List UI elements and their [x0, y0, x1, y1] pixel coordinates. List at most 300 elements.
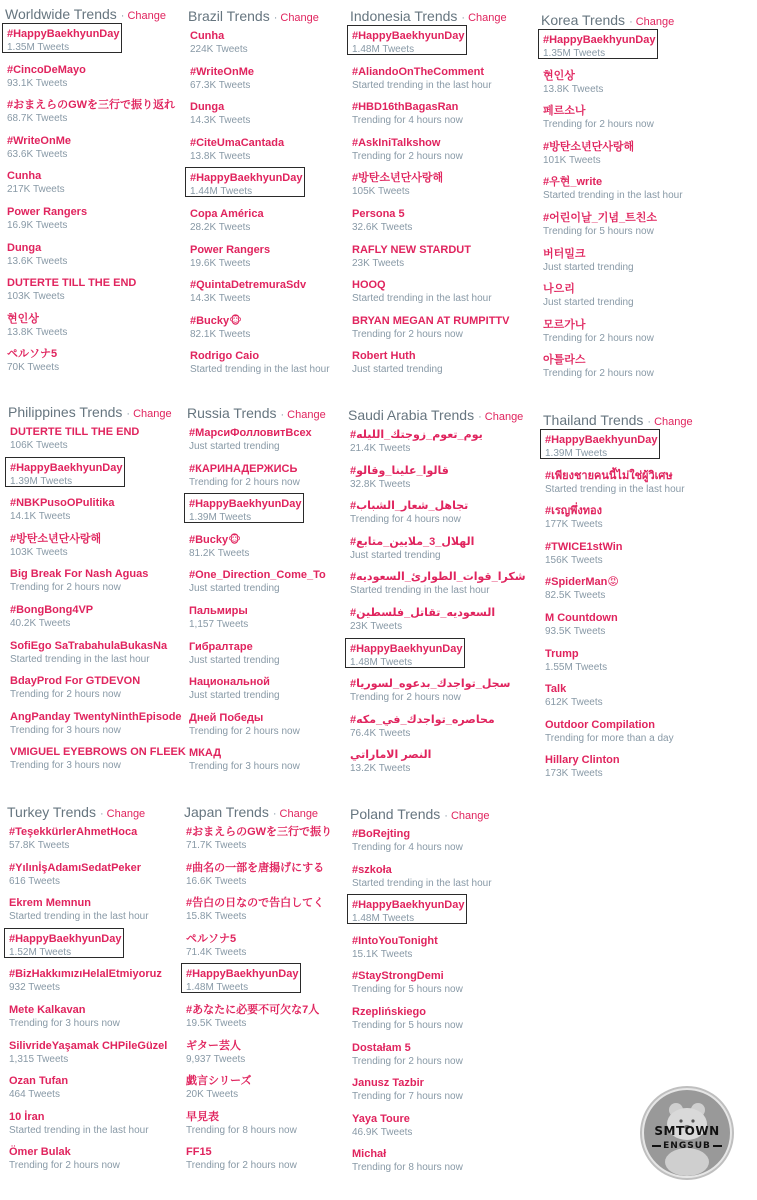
change-location-link[interactable]: Change	[635, 16, 675, 28]
trend-meta: 20K Tweets	[186, 1089, 239, 1101]
trend-name-link[interactable]: VMIGUEL EYEBROWS ON FLEEK	[10, 746, 186, 759]
trend-list	[8, 426, 186, 782]
trend-item[interactable]	[350, 30, 509, 66]
trend-meta: 82.5K Tweets	[545, 590, 606, 602]
trend-meta: 63.6K Tweets	[7, 148, 68, 160]
watermark-title: SMTOWN	[654, 1124, 720, 1138]
trend-name-link[interactable]: #CincoDeMayo	[7, 63, 86, 76]
trend-item[interactable]	[188, 30, 330, 66]
trend-name-link[interactable]: #تجاهل_شعار_الشباب	[350, 500, 469, 513]
trend-name-link[interactable]: #あなたに必要不可欠な7人	[186, 1003, 320, 1016]
header-separator: ·	[126, 408, 131, 420]
trend-list	[543, 434, 693, 790]
trend-name-link[interactable]: #szkoła	[352, 863, 392, 876]
trend-name-link[interactable]: FF15	[186, 1146, 212, 1159]
trend-meta: 32.6K Tweets	[352, 221, 413, 233]
trend-item[interactable]	[541, 70, 683, 106]
trend-meta: 16.6K Tweets	[186, 875, 247, 887]
trend-name-link[interactable]: Пальмиры	[189, 604, 248, 617]
trend-name-link[interactable]: DUTERTE TILL THE END	[10, 426, 140, 438]
trend-name-link[interactable]: BdayProd For GTDEVON	[10, 675, 141, 688]
trend-name-link[interactable]: #HappyBaekhyunDay	[543, 34, 656, 46]
trend-meta: 15.1K Tweets	[352, 948, 413, 960]
trend-name-link[interactable]: Power Rangers	[190, 243, 271, 256]
trend-item[interactable]	[7, 1111, 167, 1147]
trend-name-link[interactable]: النصر الاماراتي	[350, 749, 432, 762]
change-location-link[interactable]: Change	[654, 416, 693, 428]
trend-item[interactable]	[541, 354, 683, 390]
change-location-link[interactable]: Change	[468, 12, 507, 24]
trend-name-link[interactable]: Yaya Toure	[352, 1112, 410, 1125]
trend-meta: Started trending in the last hour	[9, 911, 149, 923]
trend-list	[350, 30, 509, 386]
trend-item[interactable]	[8, 711, 186, 747]
trend-item[interactable]	[187, 712, 326, 748]
trend-name-link[interactable]: HOOQ	[352, 279, 386, 292]
trend-item[interactable]	[184, 968, 332, 1004]
trend-meta: Just started trending	[189, 690, 280, 702]
trend-name-link[interactable]: #السعوديه_تقاتل_فلسطين	[350, 606, 496, 619]
trend-item[interactable]	[187, 676, 326, 712]
trend-item[interactable]	[348, 714, 526, 750]
trend-name-link[interactable]: 戯言シリーズ	[186, 1075, 252, 1088]
trend-item[interactable]	[5, 277, 175, 313]
trend-item[interactable]	[543, 576, 693, 612]
trend-item[interactable]	[350, 66, 509, 102]
trend-name-link[interactable]: Persona 5	[352, 207, 405, 220]
trend-meta: Just started trending	[189, 654, 280, 666]
trend-name-link[interactable]: МКАД	[189, 747, 222, 760]
trend-name-link[interactable]: Дней Победы	[189, 711, 264, 724]
trends-panel-title: Worldwide Trends	[5, 6, 117, 22]
trends-panel	[350, 806, 492, 1184]
trend-meta: Trending for 2 hours now	[350, 692, 461, 704]
trend-meta: 1.55M Tweets	[545, 661, 608, 673]
trend-name-link[interactable]: #우현_write	[543, 176, 603, 189]
trend-name-link[interactable]: #방탄소년단사랑해	[10, 532, 102, 545]
trend-name-link[interactable]: ギター芸人	[186, 1039, 241, 1052]
trends-panel-header	[350, 8, 509, 24]
trend-meta: 101K Tweets	[543, 154, 601, 166]
trend-name-link[interactable]: #One_Direction_Come_To	[189, 569, 326, 582]
trend-name-link[interactable]: 나으리	[543, 283, 575, 296]
trend-item[interactable]	[188, 315, 330, 351]
trend-name-link[interactable]: BRYAN MEGAN AT RUMPITTV	[352, 314, 510, 327]
trend-name-link[interactable]: Cunha	[190, 30, 225, 42]
trend-name-link[interactable]: #HappyBaekhyunDay	[189, 498, 302, 511]
trend-name-link[interactable]: Hillary Clinton	[545, 754, 620, 767]
trend-item[interactable]	[5, 170, 175, 206]
trend-name-link[interactable]: Dostałam 5	[352, 1041, 411, 1054]
trend-name-link[interactable]: #AskIniTalkshow	[352, 136, 441, 149]
trend-name-link[interactable]: AngPanday TwentyNinthEpisode	[10, 710, 182, 723]
trend-item[interactable]	[350, 208, 509, 244]
trend-item[interactable]	[184, 1146, 332, 1182]
trend-meta: Started trending in the last hour	[352, 79, 492, 91]
trends-panel-header	[7, 804, 167, 820]
trends-panel	[187, 405, 326, 783]
trend-name-link[interactable]: Mete Kalkavan	[9, 1003, 86, 1016]
trend-item[interactable]	[543, 648, 693, 684]
trend-meta: 13.8K Tweets	[543, 83, 604, 95]
trend-name-link[interactable]: #HappyBaekhyunDay	[352, 899, 465, 912]
trend-name-link[interactable]: #WriteOnMe	[190, 65, 254, 78]
trend-item[interactable]	[348, 465, 526, 501]
trend-item[interactable]	[350, 315, 509, 351]
trend-item[interactable]	[8, 426, 186, 462]
trend-item[interactable]	[188, 172, 330, 208]
trend-meta: Trending for 2 hours now	[352, 1055, 463, 1067]
trend-item[interactable]	[350, 244, 509, 280]
trend-meta: 71.7K Tweets	[186, 840, 247, 851]
trend-item[interactable]	[350, 137, 509, 173]
trend-name-link[interactable]: #يوم_تعوم_زوجتك_الليله	[350, 429, 483, 441]
trend-meta: Just started trending	[352, 364, 443, 376]
trend-item[interactable]	[184, 1111, 332, 1147]
trend-name-link[interactable]: #NBKPusoOPulitika	[10, 497, 115, 510]
trend-name-link[interactable]: Cunha	[7, 170, 42, 183]
trend-name-link[interactable]: #محاصره_تواجدك_في_مكه	[350, 713, 495, 726]
trend-item[interactable]	[350, 1113, 492, 1149]
trend-item[interactable]	[543, 754, 693, 790]
trend-name-link[interactable]: #AliandoOnTheComment	[352, 65, 485, 78]
trend-name-link[interactable]: Big Break For Nash Aguas	[10, 568, 149, 581]
trend-name-link[interactable]: 페르소나	[543, 105, 586, 118]
trend-item[interactable]	[350, 899, 492, 935]
trend-item[interactable]	[543, 505, 693, 541]
trends-panel	[348, 407, 526, 785]
trends-panel-header	[543, 412, 693, 428]
change-location-link[interactable]: Change	[484, 411, 524, 423]
trend-name-link[interactable]: #おまえらのGWを三行で振り返れ	[7, 99, 176, 112]
trend-item[interactable]	[187, 463, 326, 499]
trend-item[interactable]	[350, 1077, 492, 1113]
trend-item[interactable]	[541, 141, 683, 177]
trend-item[interactable]	[348, 678, 526, 714]
trend-name-link[interactable]: Rodrigo Caio	[190, 350, 260, 363]
trend-item[interactable]	[184, 826, 332, 862]
trend-item[interactable]	[184, 1040, 332, 1076]
trend-item[interactable]	[541, 248, 683, 284]
trend-name-link[interactable]: #เพียงชายคนนี้ไม่ใช่ผู้วิเศษ	[545, 469, 673, 482]
trend-item[interactable]	[188, 244, 330, 280]
trend-meta: 106K Tweets	[10, 440, 68, 451]
trend-name-link[interactable]: Janusz Tazbir	[352, 1077, 424, 1090]
trend-meta: 217K Tweets	[7, 184, 65, 196]
trend-name-link[interactable]: 아틀라스	[543, 354, 586, 367]
trend-name-link[interactable]: Michał	[352, 1148, 387, 1161]
change-location-link[interactable]: Change	[287, 409, 326, 421]
trend-item[interactable]	[8, 533, 186, 569]
trend-name-link[interactable]: Copa América	[190, 207, 264, 220]
trend-meta: 14.3K Tweets	[190, 293, 251, 305]
trend-name-link[interactable]: #BongBong4VP	[10, 603, 94, 616]
trend-item[interactable]	[8, 640, 186, 676]
trend-meta: 616 Tweets	[9, 875, 60, 887]
trend-name-link[interactable]: #おまえらのGWを三行で振り	[186, 826, 333, 838]
trend-item[interactable]	[184, 862, 332, 898]
trend-item[interactable]	[7, 1146, 167, 1182]
trend-meta: Just started trending	[189, 583, 280, 595]
trend-name-link[interactable]: SofiEgo SaTrabahulaBukasNa	[10, 639, 168, 652]
trend-meta: 13.2K Tweets	[350, 763, 411, 775]
trend-name-link[interactable]: #الهلال_3_ملايين_متابع	[350, 535, 475, 548]
trend-meta: 464 Tweets	[9, 1089, 60, 1101]
trend-item[interactable]	[8, 604, 186, 640]
trend-name-link[interactable]: #告白の日なので告白してく	[186, 897, 325, 910]
trend-name-link[interactable]: #HappyBaekhyunDay	[9, 932, 122, 945]
trend-item[interactable]	[184, 1075, 332, 1111]
trend-item[interactable]	[7, 1040, 167, 1076]
trend-item[interactable]	[350, 970, 492, 1006]
trend-item[interactable]	[7, 933, 167, 969]
trend-name-link[interactable]: Национальной	[189, 676, 270, 689]
trend-item[interactable]	[8, 462, 186, 498]
trend-meta: Trending for 5 hours now	[543, 225, 654, 237]
trend-name-link[interactable]: Ekrem Memnun	[9, 897, 91, 910]
trend-item[interactable]	[5, 28, 175, 64]
trend-name-link[interactable]: #เรญพึ่งทอง	[545, 505, 603, 518]
trend-item[interactable]	[348, 643, 526, 679]
trend-meta: 13.6K Tweets	[7, 255, 68, 267]
trend-name-link[interactable]: Outdoor Compilation	[545, 718, 655, 731]
trend-name-link[interactable]: 10 İran	[9, 1110, 45, 1123]
trend-meta: 1.44M Tweets	[190, 186, 253, 198]
trend-item[interactable]	[541, 319, 683, 355]
trend-item[interactable]	[188, 208, 330, 244]
trend-meta: 28.2K Tweets	[190, 221, 251, 233]
trend-name-link[interactable]: #МарсиФолловитВсех	[189, 427, 312, 439]
trend-item[interactable]	[5, 206, 175, 242]
trend-item[interactable]	[7, 862, 167, 898]
trend-name-link[interactable]: #Bucky🐵	[189, 533, 241, 546]
trend-item[interactable]	[184, 933, 332, 969]
trend-item[interactable]	[187, 605, 326, 641]
trend-meta: 15.8K Tweets	[186, 911, 247, 923]
trend-name-link[interactable]: #曲名の一部を唐揚げにする	[186, 861, 325, 874]
trend-name-link[interactable]: #سجل_تواجدك_بدعوه_لسوريا	[350, 678, 511, 691]
trend-item[interactable]	[5, 99, 175, 135]
trend-name-link[interactable]: Гибралтаре	[189, 640, 253, 653]
trend-name-link[interactable]: #어린이날_기념_트친소	[543, 211, 657, 224]
trend-name-link[interactable]: SilivrideYaşamak CHPileGüzel	[9, 1039, 168, 1052]
trend-name-link[interactable]: #SpiderMan😡	[545, 576, 619, 589]
trend-name-link[interactable]: #شكرا_قوات_الطوارئ_السعوديه	[350, 571, 526, 584]
trend-name-link[interactable]: Dunga	[7, 241, 42, 254]
trend-item[interactable]	[188, 279, 330, 315]
trend-item[interactable]	[543, 434, 693, 470]
trend-name-link[interactable]: M Countdown	[545, 611, 618, 624]
trend-name-link[interactable]: #방탄소년단사랑해	[352, 172, 444, 185]
trend-item[interactable]	[7, 968, 167, 1004]
trend-meta: Trending for 2 hours now	[543, 368, 654, 380]
trend-name-link[interactable]: #BoRejting	[352, 828, 411, 840]
trend-item[interactable]	[184, 897, 332, 933]
trend-name-link[interactable]: #StayStrongDemi	[352, 970, 444, 983]
trend-item[interactable]	[7, 1075, 167, 1111]
trend-name-link[interactable]: #QuintaDetremuraSdv	[190, 279, 307, 292]
trend-item[interactable]	[8, 746, 186, 782]
trend-item[interactable]	[188, 137, 330, 173]
trend-name-link[interactable]: Robert Huth	[352, 350, 416, 363]
trend-name-link[interactable]: #TWICE1stWin	[545, 540, 623, 553]
trend-item[interactable]	[5, 348, 175, 384]
trend-name-link[interactable]: #HappyBaekhyunDay	[190, 172, 303, 185]
trend-name-link[interactable]: #방탄소년단사랑해	[543, 140, 635, 153]
trend-name-link[interactable]: 현인상	[543, 69, 575, 82]
trend-meta: Started trending in the last hour	[10, 653, 150, 665]
trend-name-link[interactable]: Trump	[545, 647, 579, 660]
header-separator: ·	[444, 810, 448, 822]
trend-name-link[interactable]: 모르가나	[543, 318, 586, 331]
trend-item[interactable]	[543, 612, 693, 648]
trend-name-link[interactable]: RAFLY NEW STARDUT	[352, 243, 471, 256]
trend-name-link[interactable]: #WriteOnMe	[7, 134, 71, 147]
trend-name-link[interactable]: #YılınİşAdamıSedatPeker	[9, 861, 142, 874]
change-location-link[interactable]: Change	[106, 808, 146, 820]
trend-item[interactable]	[348, 500, 526, 536]
trend-name-link[interactable]: #КАРИНАДЕРЖИСЬ	[189, 462, 298, 475]
trend-item[interactable]	[5, 135, 175, 171]
header-separator: ·	[99, 808, 104, 820]
trend-meta: 19.6K Tweets	[190, 257, 251, 269]
trend-item[interactable]	[350, 1042, 492, 1078]
trend-item[interactable]	[8, 497, 186, 533]
trend-item[interactable]	[7, 897, 167, 933]
trend-item[interactable]	[187, 569, 326, 605]
trend-item[interactable]	[350, 350, 509, 386]
trends-panel-title: Russia Trends	[187, 405, 277, 421]
trend-meta: 177K Tweets	[545, 519, 603, 531]
trend-name-link[interactable]: Power Rangers	[7, 205, 88, 218]
trend-name-link[interactable]: Talk	[545, 683, 567, 696]
trend-item[interactable]	[187, 498, 326, 534]
trend-item[interactable]	[348, 607, 526, 643]
trend-item[interactable]	[188, 350, 330, 386]
trend-item[interactable]	[184, 1004, 332, 1040]
trend-item[interactable]	[541, 176, 683, 212]
trend-meta: 93.1K Tweets	[7, 77, 68, 89]
trend-item[interactable]	[543, 683, 693, 719]
trend-item[interactable]	[543, 541, 693, 577]
trend-meta: 1.39M Tweets	[545, 448, 608, 459]
trend-item[interactable]	[348, 536, 526, 572]
trend-name-link[interactable]: Dunga	[190, 101, 225, 114]
trend-name-link[interactable]: Rzepliński​ego	[352, 1005, 426, 1018]
trend-meta: 1.39M Tweets	[189, 512, 252, 524]
change-location-link[interactable]: Change	[133, 408, 172, 420]
trend-item[interactable]	[348, 571, 526, 607]
trend-name-link[interactable]: #CiteUmaCantada	[190, 136, 285, 149]
trend-name-link[interactable]: ペルソナ5	[7, 348, 58, 361]
trend-item[interactable]	[8, 568, 186, 604]
trend-item[interactable]	[541, 283, 683, 319]
trend-meta: Started trending in the last hour	[352, 877, 492, 889]
trend-name-link[interactable]: 현인상	[7, 312, 39, 325]
trend-meta: Just started trending	[543, 261, 634, 273]
trend-name-link[interactable]: DUTERTE TILL THE END	[7, 277, 137, 290]
trend-meta: 71.4K Tweets	[186, 946, 247, 958]
trend-item[interactable]	[350, 828, 492, 864]
trend-item[interactable]	[350, 279, 509, 315]
trend-name-link[interactable]: #قالوا_علينا_وقالو	[350, 464, 449, 477]
trend-name-link[interactable]: #HappyBaekhyunDay	[10, 461, 123, 474]
trend-item[interactable]	[541, 212, 683, 248]
header-separator: ·	[280, 409, 285, 421]
trend-name-link[interactable]: #HappyBaekhyunDay	[7, 28, 120, 40]
trend-item[interactable]	[348, 749, 526, 785]
trend-name-link[interactable]: 早見表	[186, 1110, 219, 1123]
trends-panel-title: Brazil Trends	[188, 8, 270, 24]
trend-name-link[interactable]: ペルソナ5	[186, 932, 237, 945]
header-separator: ·	[647, 416, 652, 428]
trend-item[interactable]	[350, 935, 492, 971]
trend-item[interactable]	[7, 1004, 167, 1040]
trend-item[interactable]	[350, 1148, 492, 1184]
trend-meta: 612K Tweets	[545, 697, 603, 709]
trend-item[interactable]	[187, 534, 326, 570]
trends-panel-title: Indonesia Trends	[350, 8, 458, 24]
trend-item[interactable]	[187, 747, 326, 783]
trends-panel-header	[350, 806, 492, 822]
trend-item[interactable]	[5, 64, 175, 100]
trend-item[interactable]	[188, 101, 330, 137]
trend-name-link[interactable]: #HappyBaekhyunDay	[545, 434, 658, 446]
trend-meta: Started trending in the last hour	[190, 364, 330, 376]
trend-item[interactable]	[541, 34, 683, 70]
trend-item[interactable]	[350, 101, 509, 137]
trend-name-link[interactable]: #HBD16thBagasRan	[352, 101, 459, 114]
trend-name-link[interactable]: #Bucky🐵	[190, 314, 242, 327]
trend-item[interactable]	[5, 313, 175, 349]
trend-name-link[interactable]: Ömer Bulak	[9, 1146, 71, 1159]
trend-item[interactable]	[350, 1006, 492, 1042]
trend-name-link[interactable]: Ozan Tufan	[9, 1075, 69, 1088]
trend-name-link[interactable]: #TeşekkürlerAhmetHoca	[9, 826, 138, 838]
trend-meta: 40.2K Tweets	[10, 617, 71, 629]
trend-meta: 46.9K Tweets	[352, 1126, 413, 1138]
trend-item[interactable]	[348, 429, 526, 465]
trend-meta: Trending for 3 hours now	[10, 760, 121, 772]
trend-item[interactable]	[541, 105, 683, 141]
trend-item[interactable]	[187, 427, 326, 463]
trend-meta: 32.8K Tweets	[350, 478, 411, 490]
trend-name-link[interactable]: #HappyBaekhyunDay	[352, 30, 465, 42]
change-location-link[interactable]: Change	[280, 12, 319, 24]
trend-item[interactable]	[8, 675, 186, 711]
trend-item[interactable]	[188, 66, 330, 102]
trend-meta: 1.48M Tweets	[186, 982, 249, 994]
trend-item[interactable]	[7, 826, 167, 862]
trend-name-link[interactable]: #HappyBaekhyunDay	[186, 968, 299, 981]
trend-meta: 67.3K Tweets	[190, 79, 251, 91]
trends-panel-title: Turkey Trends	[7, 804, 96, 820]
trend-item[interactable]	[187, 641, 326, 677]
trend-meta: Trending for 2 hours now	[9, 1160, 120, 1172]
change-location-link[interactable]: Change	[450, 810, 490, 822]
trend-item[interactable]	[350, 864, 492, 900]
trend-name-link[interactable]: #IntoYouTonight	[352, 934, 438, 947]
trend-item[interactable]	[350, 172, 509, 208]
trend-name-link[interactable]: #BizHakkımızıHelalEtmiyoruz	[9, 968, 162, 981]
change-location-link[interactable]: Change	[279, 808, 319, 820]
trend-item[interactable]	[5, 242, 175, 278]
trend-item[interactable]	[543, 470, 693, 506]
change-location-link[interactable]: Change	[127, 10, 167, 22]
trend-name-link[interactable]: #HappyBaekhyunDay	[350, 642, 463, 655]
trend-item[interactable]	[543, 719, 693, 755]
trend-name-link[interactable]: 버터밀크	[543, 247, 586, 260]
